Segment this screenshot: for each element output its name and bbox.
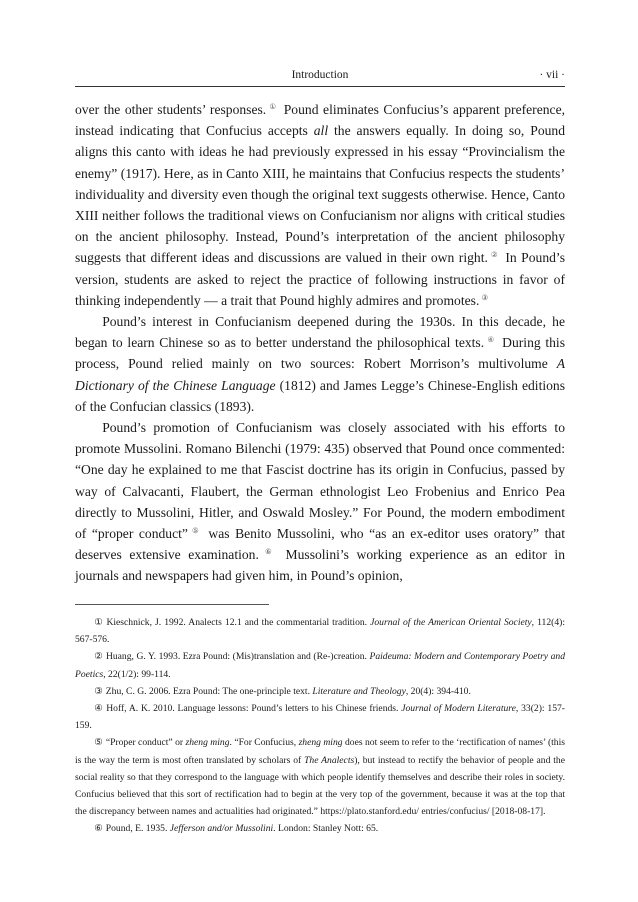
- paragraph-3: Pound’s promotion of Confucianism was closely associated with his efforts to promote Mussolini. Romano Bilenchi (1979: 435) observed that Pound once commented: “One day he explained to me that Fascist doctrine has its origin in Confucius, passed by way of Calvacanti, Flaubert, the German ethnologist Leo Frobenius and Enrico Pea directly to Mussolini, Hitler, and Oswald Mosley.” For Pound, the modern embodiment of “proper conduct” ⑤ was Benito Mussolini, who “as an ex-editor uses oratory” that deserves extensive examination. ⑥ Mussolini’s working experience as an editor in journals and newspapers had given him, in Pound’s opinion,: [75, 420, 565, 584]
- book-title: A Dictionary of the Chinese Language: [75, 356, 565, 393]
- footnotes: [75, 614, 565, 838]
- footnote-ref-1[interactable]: ①: [268, 102, 278, 111]
- main-text: [75, 99, 565, 587]
- paragraph-1: over the other students’ responses. ① Pound eliminates Confucius’s apparent preference, instead indicating that Confucius accepts all the answers equally. In doing so, Pound aligns this canto with ideas he had previously expressed in his essay “Provincialism the enemy” (1917). Here, as in Canto XIII, he maintains that Confucius respects the students’ individuality and diversity even though the original text suggests otherwise. Hence, Canto XIII neither follows the traditional views on Confucianism nor aligns with critical studies on the ancient philosophy. Instead, Pound’s interpretation of the ancient philosophy suggests that different ideas and discussions are valued in their own right. ② In Pound’s version, students are asked to reject the practice of following instructions in favor of thinking independently — a trait that Pound highly admires and promotes. ③: [75, 102, 566, 308]
- footnote-marker: ④: [94, 703, 104, 715]
- footnote-ref-4[interactable]: ④: [486, 335, 496, 345]
- footnote-1: ① Kieschnick, J. 1992. Analects 12.1 and the commentarial tradition. Journal of the American Oriental Society, 112(4): 567-576.: [75, 617, 565, 646]
- footnote-4: ④ Hoff, A. K. 2010. Language lessons: Pound’s letters to his Chinese friends. Journal of Modern Literature, 33(2): 157-159.: [75, 703, 565, 732]
- footnote-3: ③ Zhu, C. G. 2006. Ezra Pound: The one-principle text. Literature and Theology, 20(4): 394-410.: [94, 685, 471, 697]
- footnote-marker: ⑥: [94, 823, 103, 835]
- footnote-divider: [75, 604, 269, 605]
- emphasis: all: [313, 123, 329, 139]
- footnote-marker: ②: [94, 651, 103, 663]
- footnote-ref-2[interactable]: ②: [489, 250, 499, 260]
- footnote-marker: ①: [94, 617, 104, 628]
- footnote-marker: ⑤: [94, 737, 103, 749]
- page-number: · vii ·: [539, 69, 565, 81]
- footnote-5: ⑤ “Proper conduct” or zheng ming. “For Confucius, zheng ming does not seem to refer to the ‘rectification of names’ (this is the way the term is most often translated by scholars of The Analects), but instead to rectify the behavior of people and the social reality so that they correspond to the language with which people identify themselves and describe their roles in society. Confucius believed that this sort of rectification had to begin at the very top of the government, because it was at the top that the discrepancy between names and actualities had originated.” https://plato.stanford.edu/ entries/confucius/ [2018-08-17].: [75, 737, 565, 818]
- footnote-6: ⑥ Pound, E. 1935. Jefferson and/or Mussolini. London: Stanley Nott: 65.: [94, 823, 379, 835]
- running-header: [75, 68, 565, 87]
- footnote-ref-3[interactable]: ③: [481, 292, 489, 302]
- paragraph-2: Pound’s interest in Confucianism deepened during the 1930s. In this decade, he began to learn Chinese so as to better understand the philosophical texts. ④ During this process, Pound relied mainly on two sources: Robert Morrison’s multivolume A Dictionary of the Chinese Language (1812) and James Legge’s Chinese-English editions of the Confucian classics (1893).: [75, 314, 566, 414]
- footnote-ref-5[interactable]: ⑤: [189, 526, 201, 536]
- chapter-title: Introduction: [291, 69, 349, 81]
- footnote-marker: ③: [94, 685, 103, 697]
- footnote-ref-6[interactable]: ⑥: [260, 547, 276, 557]
- footnote-2: ② Huang, G. Y. 1993. Ezra Pound: (Mis)translation and (Re-)creation. Paideuma: Modern and Contemporary Poetry and Poetics, 22(1/2): 99-114.: [75, 651, 566, 680]
